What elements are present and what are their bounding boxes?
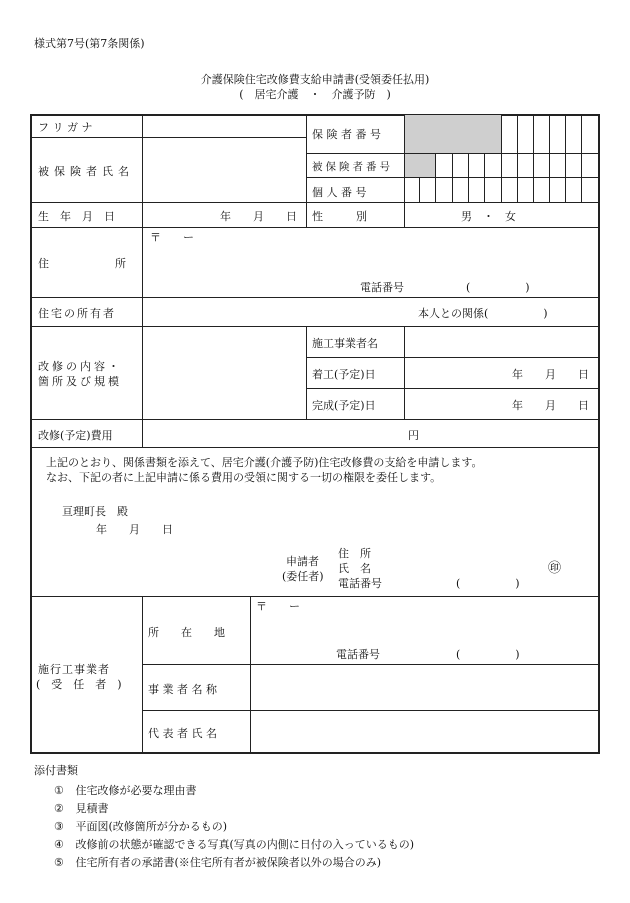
label-contractor-sub: ( 受 任 者 ) bbox=[36, 678, 122, 691]
attachment-text: 見積書 bbox=[75, 802, 109, 815]
attachment-text: 住宅改修が必要な理由書 bbox=[75, 784, 197, 797]
attachment-num: ⑤ bbox=[54, 856, 64, 869]
declaration-line-2: なお、下記の者に上記申請に係る費用の受領に関する一切の権限を委任します。 bbox=[46, 471, 442, 484]
applicant-addr-label: 住 所 bbox=[338, 547, 371, 560]
insured-number-input[interactable] bbox=[436, 155, 597, 176]
line-h bbox=[30, 419, 599, 420]
border-right bbox=[598, 114, 600, 754]
declaration-date: 年 月 日 bbox=[96, 523, 173, 536]
contractor-phone-paren: ( ) bbox=[456, 648, 520, 661]
applicant-phone-paren: ( ) bbox=[456, 577, 520, 590]
contractor-address-input[interactable] bbox=[252, 598, 597, 663]
address-phone-label: 電話番号 bbox=[360, 281, 404, 294]
label-owner: 住宅の所有者 bbox=[38, 307, 116, 320]
label-birthdate: 生 年 月 日 bbox=[38, 210, 115, 223]
label-start-date: 着工(予定)日 bbox=[312, 368, 376, 381]
line-v bbox=[250, 596, 251, 752]
attachment-text: 平面図(改修箇所が分かるもの) bbox=[75, 820, 228, 833]
representative-name-input[interactable] bbox=[252, 712, 597, 751]
business-name-input[interactable] bbox=[252, 666, 597, 709]
cost-yen: 円 bbox=[408, 429, 419, 442]
attachment-text: 改修前の状態が確認できる写真(写真の内側に日付の入っているもの) bbox=[75, 838, 415, 851]
label-personal-number: 個 人 番 号 bbox=[312, 186, 367, 199]
line-h bbox=[30, 227, 599, 228]
applicant-name-label: 氏 名 bbox=[338, 562, 371, 575]
label-address: 住 所 bbox=[38, 257, 126, 270]
mayor-label: 亘理町長 殿 bbox=[62, 505, 128, 518]
declaration-line-1: 上記のとおり、関係書類を添えて、居宅介護(介護予防)住宅改修費の支給を申請します。 bbox=[46, 456, 483, 469]
line-h bbox=[30, 297, 599, 298]
attachment-item bbox=[54, 782, 197, 798]
applicant-sub: (委任者) bbox=[282, 570, 324, 583]
border-bottom bbox=[30, 752, 600, 754]
label-cost: 改修(予定)費用 bbox=[38, 429, 113, 442]
insurer-number-input[interactable] bbox=[502, 116, 597, 152]
label-completion-date: 完成(予定)日 bbox=[312, 399, 376, 412]
owner-relation: 本人との関係( ) bbox=[418, 307, 548, 320]
label-contractor-name: 施工事業者名 bbox=[312, 337, 378, 350]
label-modification-2: 箇所及び規模 bbox=[38, 375, 122, 388]
contractor-phone-label: 電話番号 bbox=[336, 648, 380, 661]
attachment-item bbox=[54, 836, 414, 852]
line-v bbox=[306, 326, 307, 419]
label-modification-1: 改修の内容・ bbox=[38, 360, 122, 373]
label-contractor: 施行工事業者 bbox=[38, 663, 110, 676]
label-furigana: フ リ ガ ナ bbox=[38, 121, 93, 134]
line-v bbox=[404, 114, 405, 227]
attachment-item bbox=[54, 854, 381, 870]
line-h bbox=[306, 388, 599, 389]
completion-date-fill: 年 月 日 bbox=[512, 399, 589, 412]
address-postal-mark: 〒 ー bbox=[150, 231, 194, 244]
attachment-item bbox=[54, 800, 109, 816]
address-phone-paren: ( ) bbox=[466, 281, 530, 294]
line-h bbox=[142, 664, 599, 665]
line-h bbox=[30, 137, 306, 138]
label-location: 所 在 地 bbox=[148, 626, 225, 639]
sex-options: 男 ・ 女 bbox=[461, 210, 516, 223]
title-line-1: 介護保険住宅改修費支給申請書(受領委任払用) bbox=[200, 73, 430, 86]
line-h bbox=[306, 357, 599, 358]
form-id: 様式第7号(第7条関係) bbox=[34, 37, 145, 50]
attachments-heading: 添付書類 bbox=[34, 764, 78, 777]
attachment-num: ② bbox=[54, 802, 64, 815]
insured-shade bbox=[404, 153, 435, 177]
attachment-item bbox=[54, 818, 227, 834]
attachment-num: ④ bbox=[54, 838, 64, 851]
label-business-name: 事 業 者 名 称 bbox=[148, 683, 217, 696]
furigana-input[interactable] bbox=[144, 116, 304, 136]
border-left bbox=[30, 114, 32, 754]
contractor-postal-mark: 〒 ー bbox=[256, 600, 300, 613]
line-v bbox=[142, 596, 143, 752]
line-h bbox=[30, 447, 599, 448]
start-date-fill: 年 月 日 bbox=[512, 368, 589, 381]
title-line-2: ( 居宅介護 ・ 介護予防 ) bbox=[239, 88, 391, 101]
contractor-name-input[interactable] bbox=[406, 328, 597, 356]
attachment-num: ① bbox=[54, 784, 64, 797]
line-v bbox=[404, 326, 405, 419]
label-insurer-number: 保 険 者 番 号 bbox=[312, 128, 381, 141]
applicant-input[interactable] bbox=[396, 543, 536, 589]
label-insured-name: 被保険者氏名 bbox=[38, 165, 134, 178]
insurer-shade bbox=[404, 115, 501, 153]
form-title bbox=[0, 72, 630, 102]
line-h bbox=[30, 596, 599, 597]
insured-name-input[interactable] bbox=[144, 139, 304, 201]
modification-input[interactable] bbox=[144, 328, 304, 418]
cost-input[interactable] bbox=[144, 421, 597, 446]
label-insured-number: 被保険者番号 bbox=[312, 161, 393, 173]
label-representative: 代 表 者 氏 名 bbox=[148, 727, 217, 740]
seal-mark: ㊞ bbox=[548, 561, 562, 576]
line-v bbox=[306, 114, 307, 227]
line-h bbox=[30, 326, 599, 327]
label-sex: 性 別 bbox=[312, 210, 367, 223]
birthdate-fill: 年 月 日 bbox=[220, 210, 297, 223]
applicant-label: 申請者 bbox=[286, 555, 319, 568]
attachment-text: 住宅所有者の承諾書(※住宅所有者が被保険者以外の場合のみ) bbox=[75, 856, 382, 869]
attachment-num: ③ bbox=[54, 820, 64, 833]
applicant-phone-label: 電話番号 bbox=[338, 577, 382, 590]
line-v bbox=[142, 114, 143, 447]
line-h bbox=[142, 710, 599, 711]
line-h bbox=[30, 202, 599, 203]
personal-number-input[interactable] bbox=[420, 179, 597, 201]
